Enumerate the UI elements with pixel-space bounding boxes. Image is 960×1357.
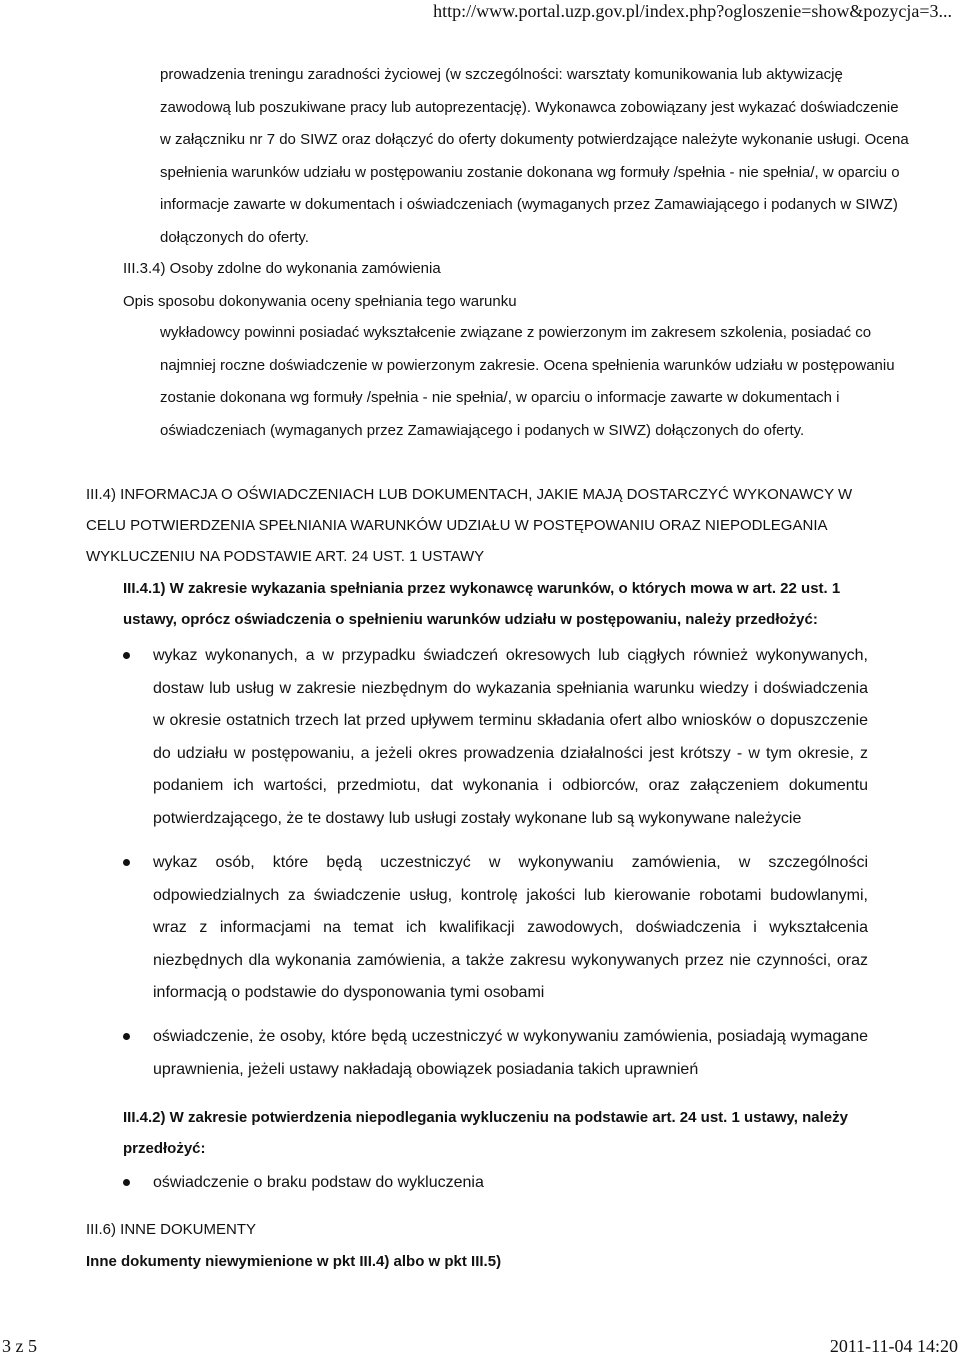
heading-text: III.6) INNE DOKUMENTY (86, 1221, 257, 1238)
list-item-text: oświadczenie, że osoby, które będą uczestniczyć w wykonywaniu zamówienia, posiadają wymagane uprawnienia, jeżeli ustawy nakładają obowiązek posiadania takich uprawnień (153, 1028, 868, 1078)
list-item-text: wykaz osób, które będą uczestniczyć w wykonywaniu zamówienia, w szczególności odpowiedzialnych za świadczenie usług, kontrolę jakości lub kierowanie robotami budowlanymi, wraz z informacjami na temat ich kwalifikacji zawodowych, doświadczenia i wykształcenia niezbędnych dla wykonania zamówienia, a także zakresu wykonywanych przez nie czynności, oraz informacją o podstawie do dysponowania tymi osobami (153, 854, 868, 1001)
paragraph-text: wykładowcy powinni posiadać wykształcenie związane z powierzonym im zakresem szkolenia, posiadać co najmniej roczne doświadczenie w powierzonym zakresie. Ocena spełnienia warunków udziału w postępowaniu zostanie dokonana wg formuły /spełnia - nie spełnia/, w oparciu o informacje zawarte w dokumentach i oświadczeniach (wymaganych przez Zamawiającego i podanych w SIWZ) dołączonych do oferty. (160, 324, 895, 439)
section-heading-iii-4 (86, 479, 896, 572)
list-item-text: wykaz wykonanych, a w przypadku świadczeń okresowych lub ciągłych również wykonywanych, dostaw lub usług w zakresie niezbędnym do wykazania spełniania warunku wiedzy i doświadczenia w okresie ostatnich trzech lat przed upływem terminu składania ofert albo wniosków o dopuszczenie do udziału w postępowaniu, a jeżeli okres prowadzenia działalności jest krótszy - w tym okresie, z podaniem ich wartości, przedmiotu, dat wykonania i odbiorców, oraz załączeniem dokumentu potwierdzającego, że te dostawy lub usługi zostały wykonane lub są wykonywane należycie (153, 647, 868, 827)
bullet-list-item (123, 847, 868, 1010)
list-item (123, 640, 868, 835)
list-item (123, 1167, 868, 1200)
bullet-icon (123, 1033, 130, 1040)
list-item (123, 847, 868, 1010)
subheading-opis (123, 286, 923, 317)
paragraph-lecturers (160, 317, 912, 447)
paragraph-text: prowadzenia treningu zaradności życiowej (w szczególności: warsztaty komunikowania lub aktywizację zawodową lub poszukiwane pracy lub autoprezentację). Wykonawca zobowiązany jest wykazać doświadczenie w załączniku nr 7 do SIWZ oraz dołączyć do oferty dokumenty potwierdzające należyte wykonanie usługi. Ocena spełnienia warunków udziału w postępowaniu zostanie dokonana wg formuły /spełnia - nie spełnia/, w oparciu o informacje zawarte w dokumentach i oświadczeniach (wymaganych przez Zamawiającego i podanych w SIWZ) dołączonych do oferty. (160, 66, 909, 246)
bullet-icon (123, 652, 130, 659)
heading-text: III.3.4) Osoby zdolne do wykonania zamówienia (123, 260, 441, 277)
heading-text: III.4) INFORMACJA O OŚWIADCZENIACH LUB DOKUMENTACH, JAKIE MAJĄ DOSTARCZYĆ WYKONAWCY W CELU POTWIERDZENIA SPEŁNIANIA WARUNKÓW UDZIAŁU W POSTĘPOWANIU ORAZ NIEPODLEGANIA WYKLUCZENIU NA PODSTAWIE ART. 24 UST. 1 USTAWY (86, 486, 853, 565)
paragraph-experience (160, 59, 912, 254)
section-heading-iii-6 (86, 1214, 786, 1245)
list-item-text: oświadczenie o braku podstaw do wykluczenia (153, 1174, 484, 1191)
section-heading-iii-4-1 (123, 573, 898, 635)
bullet-list-item (123, 640, 868, 835)
page-number: 3 z 5 (2, 1336, 37, 1356)
print-datetime: 2011-11-04 14:20 (829, 1336, 958, 1356)
heading-text: Inne dokumenty niewymienione w pkt III.4) albo w pkt III.5) (86, 1253, 502, 1270)
bullet-icon (123, 859, 130, 866)
list-item (123, 1021, 868, 1086)
bullet-list-item (123, 1167, 868, 1200)
subheading-inne-dokumenty (86, 1246, 786, 1277)
section-heading-3-4 (123, 253, 923, 284)
heading-text: III.4.2) W zakresie potwierdzenia niepodlegania wykluczeniu na podstawie art. 24 ust. 1 ustawy, należy przedłożyć: (123, 1109, 848, 1157)
heading-text: III.4.1) W zakresie wykazania spełniania przez wykonawcę warunków, o których mowa w art. 22 ust. 1 ustawy, oprócz oświadczenia o spełnieniu warunków udziału w postępowaniu, należy przedłożyć: (123, 580, 841, 628)
page-url-header: http://www.portal.uzp.gov.pl/index.php?ogloszenie=show&pozycja=3... (433, 1, 952, 21)
bullet-list-item (123, 1021, 868, 1086)
section-heading-iii-4-2 (123, 1102, 898, 1164)
heading-text: Opis sposobu dokonywania oceny spełniania tego warunku (123, 293, 517, 310)
bullet-icon (123, 1179, 130, 1186)
